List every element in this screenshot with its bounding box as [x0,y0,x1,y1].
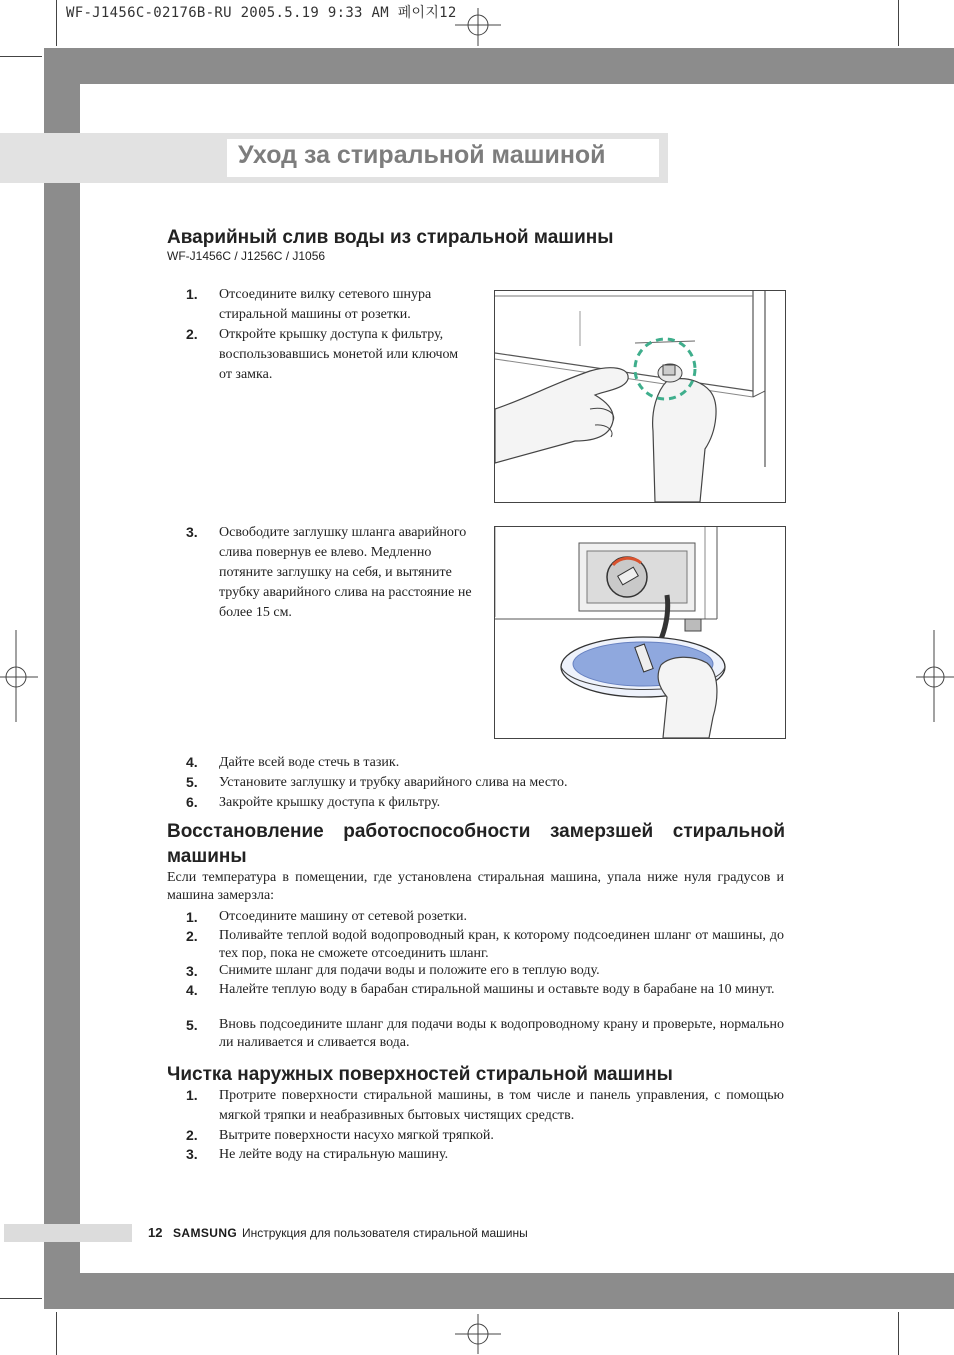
step-text: Вновь подсоедините шланг для подачи воды к водопроводному крану и проверьте, нормально ли наливается и сливается вода. [219,1017,784,1050]
registration-mark-icon [455,1314,501,1354]
step-number: 1. [186,1087,198,1103]
step-number: 4. [186,754,198,770]
step-text: Протрите поверхности стиральной машины, в том числе и панель управления, с помощью мягкой тряпки и неабразивных бытовых чистящих средств. [219,1088,784,1123]
frozen-heading-line2: машины [167,846,247,867]
registration-mark-icon [0,630,38,722]
page-number: 12 [148,1225,163,1240]
emergency-drain-heading: Аварийный слив воды из стиральной машины [167,227,614,248]
step-text: Дайте всей воде стечь в тазик. [219,755,400,770]
step-number: 3. [186,524,198,540]
step-number: 3. [186,963,198,979]
step-number: 2. [186,928,198,944]
step-text: Отсоедините машину от сетевой розетки. [219,909,468,924]
frozen-heading-line1: Восстановление работоспособности замерзшей стиральной [167,821,785,842]
step-text: Снимите шланг для подачи воды и положите его в теплую воду. [219,963,600,978]
drain-basin-illustration [495,527,785,738]
page-frame-bottom [44,1273,954,1309]
crop-line [0,56,42,57]
step-number: 5. [186,774,198,790]
crop-line [56,0,57,46]
step-text: Поливайте теплой водой водопроводный кран, к которому подсоединен шланг от машины, до тех пор, пока не сможете отсоединить шланг. [219,928,784,961]
step-number: 1. [186,909,198,925]
step-text: Вытрите поверхности насухо мягкой тряпкой. [219,1128,494,1143]
page-frame-left [44,48,80,1308]
step-number: 2. [186,1127,198,1143]
brand-logo: SAMSUNG [173,1226,238,1240]
step-number: 3. [186,1146,198,1162]
step-text: Не лейте воду на стиральную машину. [219,1147,449,1162]
step-text: Откройте крышку доступа к фильтру, воспользовавшись монетой или ключом от замка. [219,327,459,382]
crop-line [898,1312,899,1355]
step-text: Отсоедините вилку сетевого шнура стиральной машины от розетки. [219,287,432,322]
step-number: 2. [186,326,198,342]
registration-mark-icon [912,630,954,722]
cleaning-heading: Чистка наружных поверхностей стиральной машины [167,1064,673,1085]
print-header: WF-J1456C-02176B-RU 2005.5.19 9:33 AM 페이지12 [66,5,457,21]
step-text: Установите заглушку и трубку аварийного слива на место. [219,775,568,790]
footer-text: Инструкция для пользователя стиральной машины [242,1226,528,1240]
footer-bar [4,1224,132,1242]
crop-line [898,0,899,46]
filter-cover-illustration [495,291,785,502]
frozen-intro: Если температура в помещении, где установлена стиральная машина, упала ниже нуля градусов и машина замерзла: [167,870,784,903]
step-number: 6. [186,794,198,810]
figure-filter-cover [494,290,786,503]
step-number: 5. [186,1017,198,1033]
crop-line [56,1312,57,1355]
page-frame-top [44,48,954,84]
step-text: Освободите заглушку шланга аварийного слива повернув ее влево. Медленно потяните заглушку на себя, и вытяните трубку аварийного слива на расстояние не более 15 см. [219,525,472,620]
step-number: 4. [186,982,198,998]
step-number: 1. [186,286,198,302]
model-numbers: WF-J1456C / J1256C / J1056 [167,249,326,263]
registration-mark-icon [455,8,501,46]
step-text: Налейте теплую воду в барабан стиральной машины и оставьте воду в барабане на 10 минут. [219,982,775,997]
step-text: Закройте крышку доступа к фильтру. [219,795,441,810]
figure-drain-basin [494,526,786,739]
page-title: Уход за стиральной машиной [238,141,606,169]
crop-line [0,1298,42,1299]
